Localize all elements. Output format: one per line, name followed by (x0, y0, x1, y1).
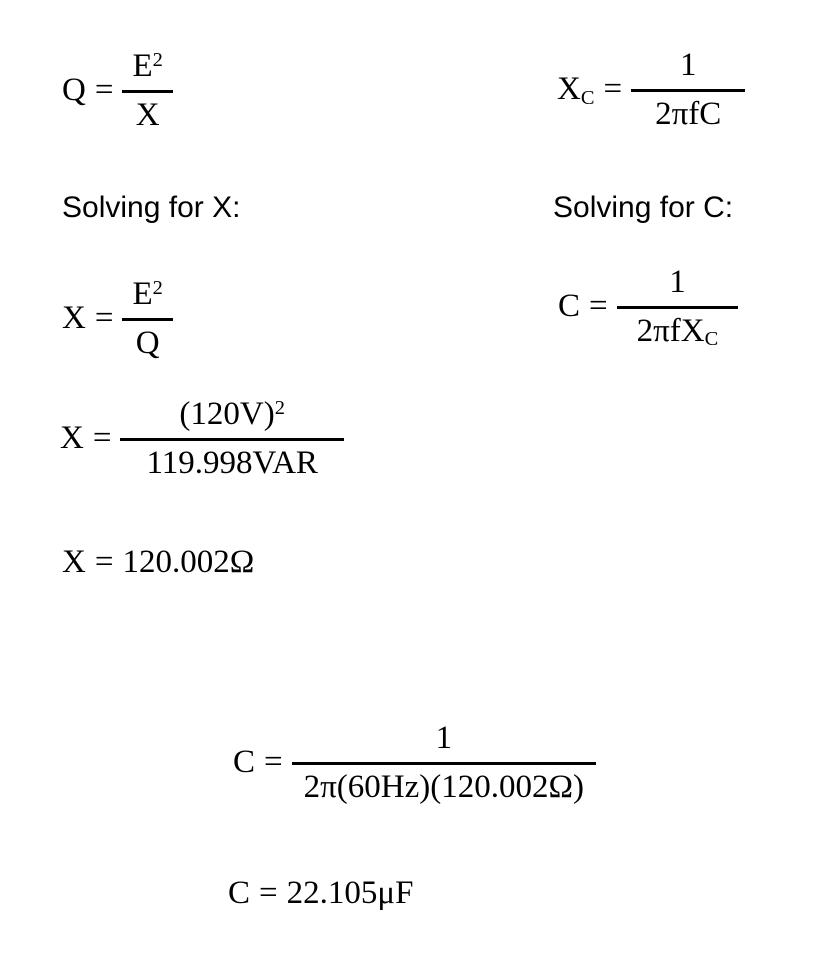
fraction-bar (122, 90, 172, 93)
lhs-subscript: C (580, 86, 595, 109)
lhs-symbol: X (60, 420, 84, 457)
fraction-denominator: Q (135, 324, 160, 361)
equation-x-result (62, 544, 254, 582)
equals-sign: = (94, 300, 114, 337)
fraction-bar (120, 438, 343, 441)
fraction-numerator: 1 (669, 264, 686, 300)
lhs-symbol: C (233, 744, 256, 781)
equals-sign: = (259, 875, 278, 911)
numerator-exponent: 2 (152, 48, 163, 71)
lhs-symbol: Q (62, 72, 86, 109)
fraction-numerator (153, 396, 311, 434)
denominator-base: 2πfX (636, 312, 705, 349)
equals-sign: = (92, 420, 112, 457)
result-value: 22.105μF (286, 875, 414, 911)
fraction-denominator: 119.998VAR (146, 444, 318, 481)
denominator-subscript: C (704, 328, 719, 351)
solving-for-c-label: Solving for C: (553, 191, 734, 224)
lhs-symbol: X (62, 544, 86, 580)
equation-x-rearranged (62, 276, 173, 363)
equation-xc-definition (557, 47, 745, 134)
fraction-denominator: 2πfC (655, 95, 722, 132)
fraction-numerator: 1 (679, 47, 697, 83)
equation-c-rearranged (558, 264, 738, 351)
equals-sign: = (94, 544, 114, 580)
numerator-base: (120V) (179, 396, 275, 432)
solving-for-x-label: Solving for X: (62, 191, 241, 224)
equals-sign: = (264, 744, 283, 781)
equation-c-result (228, 875, 413, 913)
equation-x-substitution (60, 396, 344, 483)
numerator-base: E (132, 276, 153, 312)
result-value: 120.002Ω (122, 544, 255, 580)
fraction-denominator: X (135, 96, 160, 133)
fraction (122, 48, 172, 135)
fraction (631, 47, 745, 134)
fraction-denominator: 2π(60Hz)(120.002Ω) (303, 768, 585, 805)
numerator-base: E (132, 48, 153, 84)
fraction-numerator: 1 (435, 720, 453, 756)
lhs-symbol (557, 71, 594, 109)
fraction (292, 720, 596, 807)
fraction-numerator (122, 276, 172, 314)
fraction (617, 264, 739, 351)
fraction-denominator (617, 313, 739, 351)
numerator-exponent: 2 (152, 276, 163, 299)
fraction (122, 276, 172, 363)
equals-sign: = (94, 72, 114, 109)
fraction-numerator (122, 48, 172, 86)
numerator-exponent: 2 (274, 396, 285, 419)
equals-sign: = (603, 71, 623, 108)
equation-q-definition (62, 48, 173, 135)
fraction-bar (292, 762, 596, 765)
equation-c-substitution (233, 720, 596, 807)
lhs-symbol: X (62, 300, 86, 337)
fraction-bar (617, 306, 739, 309)
lhs-symbol: C (558, 288, 581, 325)
lhs-base: X (557, 71, 581, 108)
lhs-symbol: C (228, 875, 251, 911)
equals-sign: = (589, 288, 608, 325)
fraction (120, 396, 343, 483)
fraction-bar (122, 318, 172, 321)
fraction-bar (631, 89, 745, 92)
